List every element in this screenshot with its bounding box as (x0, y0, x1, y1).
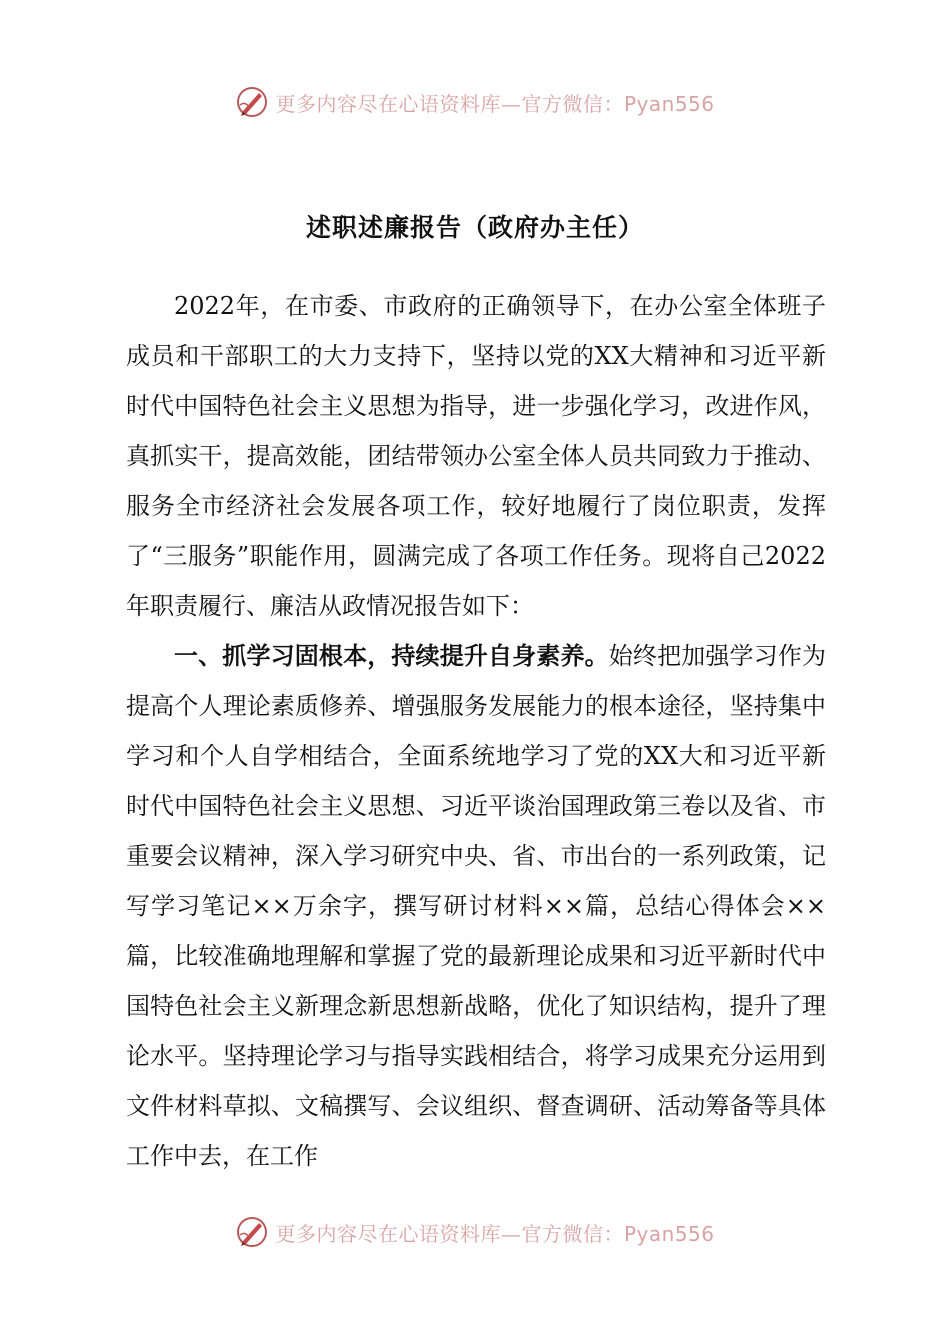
document-title: 述职述廉报告（政府办主任） (305, 213, 644, 242)
watermark-text: 更多内容尽在心语资料库—官方微信：Pyan556 (275, 91, 715, 116)
pen-logo-icon (235, 1215, 269, 1249)
watermark-footer (0, 1212, 950, 1252)
wechat-id: Pyan556 (623, 1221, 715, 1246)
section-1-heading: 一、抓学习固根本，持续提升自身素养。 (174, 642, 609, 670)
watermark-text: 更多内容尽在心语资料库—官方微信：Pyan556 (275, 1221, 715, 1246)
intro-paragraph: 2022年，在市委、市政府的正确领导下，在办公室全体班子成员和干部职工的大力支持下，坚持以党的XX大精神和习近平新时代中国特色社会主义思想为指导，进一步强化学习，改进作风，真抓实干，提高效能，团结带领办公室全体人员共同致力于推动、服务全市经济社会发展各项工作，较好地履行了岗位职责，发挥了“三服务”职能作用，圆满完成了各项工作任务。现将自己2022年职责履行、廉洁从政情况报告如下： (126, 292, 826, 620)
section-1-paragraph (126, 631, 826, 1181)
watermark-header (0, 82, 950, 122)
section-1-body: 始终把加强学习作为提高个人理论素质修养、增强服务发展能力的根本途径，坚持集中学习和个人自学相结合，全面系统地学习了党的XX大和习近平新时代中国特色社会主义思想、习近平谈治国理政第三卷以及省、市重要会议精神，深入学习研究中央、省、市出台的一系列政策，记写学习笔记××万余字，撰写研讨材料××篇，总结心得体会××篇，比较准确地理解和掌握了党的最新理论成果和习近平新时代中国特色社会主义新理念新思想新战略，优化了知识结构，提升了理论水平。坚持理论学习与指导实践相结合，将学习成果充分运用到文件材料草拟、文稿撰写、会议组织、督查调研、活动筹备等具体工作中去，在工作 (126, 642, 827, 1170)
pen-logo-icon (235, 85, 269, 119)
wechat-id: Pyan556 (623, 91, 715, 116)
document-body (126, 281, 826, 1181)
